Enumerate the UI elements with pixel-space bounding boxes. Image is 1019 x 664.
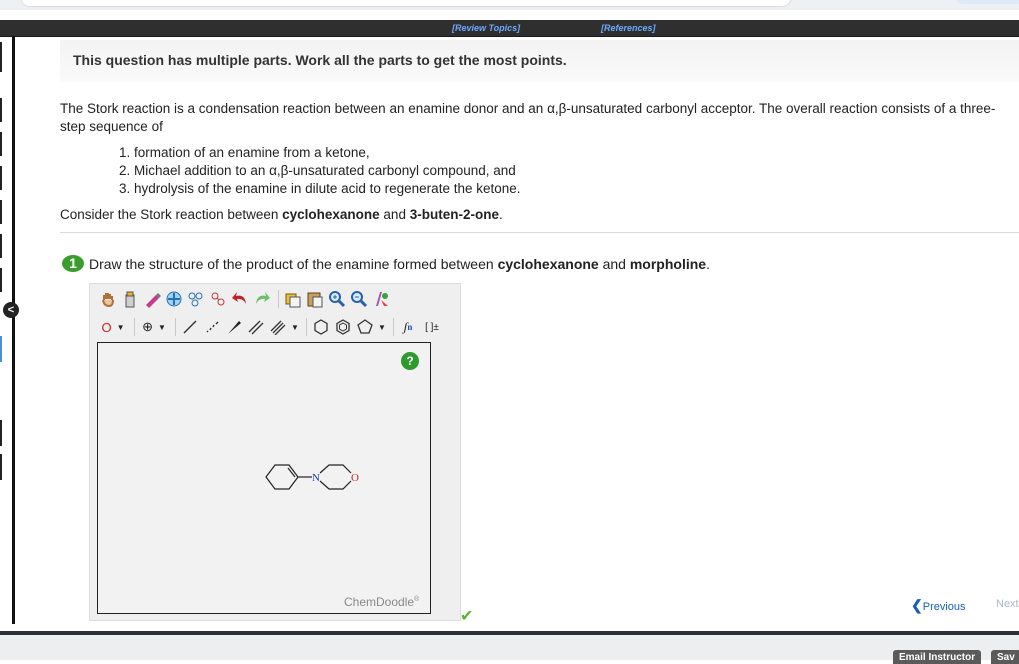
toolbar-separator [134, 318, 135, 336]
toolbar-separator [175, 318, 176, 336]
question-prefix: Draw the structure of the product of the enamine formed between [89, 256, 498, 272]
email-instructor-button[interactable]: Email Instructor [893, 650, 981, 664]
question-compound-1: cyclohexanone [497, 256, 599, 272]
undo-icon[interactable] [230, 289, 250, 309]
element-selector[interactable] [98, 317, 128, 337]
eraser-icon[interactable] [120, 289, 140, 309]
question-compound-2: morpholine [629, 256, 707, 272]
rail-tick [0, 454, 2, 480]
toolbar-separator [278, 290, 279, 308]
question-number-badge: 1 [62, 255, 84, 272]
rail-tick [0, 234, 2, 258]
rail-tick [0, 132, 2, 156]
cyclohexene-ring [266, 465, 298, 489]
rail-tick [0, 166, 2, 190]
reactant-1: cyclohexanone [282, 207, 380, 222]
hexagon-ring-icon[interactable] [311, 317, 331, 337]
save-button[interactable]: Sav [991, 650, 1019, 664]
hashed-bond-icon[interactable] [202, 317, 222, 337]
rail-tick [0, 420, 2, 446]
previous-label: Previous [922, 601, 966, 613]
toolbar-separator [393, 318, 394, 336]
redo-icon[interactable] [252, 289, 272, 309]
zoom-in-icon[interactable] [327, 289, 347, 309]
question-suffix: . [706, 256, 710, 272]
multipart-notice [60, 40, 1019, 82]
question-prompt [89, 256, 710, 272]
step-item: 1. formation of an enamine from a ketone, [119, 145, 370, 160]
footer [0, 635, 1019, 663]
oxygen-label: O [351, 472, 359, 484]
chain-template-icon[interactable]: ʃ n [403, 319, 413, 334]
editor-toolbar-bottom [98, 316, 446, 338]
chain-template-label: n [407, 322, 413, 332]
chevron-down-icon[interactable]: ▼ [291, 322, 299, 332]
double-bond-icon[interactable] [246, 317, 266, 337]
chemdoodle-logo-mark: ® [414, 596, 420, 603]
rail-line [12, 36, 15, 624]
morpholine-bond-top [320, 465, 351, 473]
rail-tick [0, 98, 2, 122]
left-rail [0, 36, 14, 624]
pencil-icon[interactable] [142, 289, 162, 309]
consider-sentence [60, 206, 503, 224]
multipart-notice-text: This question has multiple parts. Work all the parts to get the most points. [73, 52, 567, 68]
top-tab-blue [955, 0, 1019, 4]
wedge-bond-icon[interactable] [224, 317, 244, 337]
chemdoodle-logo [344, 595, 419, 609]
consider-suffix: . [498, 207, 503, 222]
enamine-structure [258, 453, 368, 503]
previous-button[interactable] [911, 597, 966, 614]
references-link[interactable]: [References] [601, 23, 656, 33]
top-tab-outline [20, 0, 792, 7]
benzene-ring-icon[interactable] [333, 317, 353, 337]
intro-paragraph: The Stork reaction is a condensation reaction between an enamine donor and an α,β-unsaturated carbonyl acceptor. The overall reaction consists of a three-step sequence of [60, 101, 996, 134]
triple-bond-icon[interactable] [268, 317, 288, 337]
toolbar-separator [306, 318, 307, 336]
rail-tick [0, 42, 2, 72]
drawing-canvas[interactable] [97, 342, 431, 614]
steps-list [119, 144, 521, 198]
nitrogen-label: N [312, 472, 320, 484]
divider [60, 232, 1019, 233]
chemdoodle-editor [89, 283, 461, 621]
paste-icon[interactable] [305, 289, 325, 309]
rail-tick [0, 268, 2, 292]
charge-selector-label: ⊕ [142, 319, 153, 334]
cyclopentane-ring-icon[interactable] [355, 317, 375, 337]
chevron-left-icon: < [3, 302, 19, 318]
question-middle: and [598, 256, 630, 272]
zoom-out-icon[interactable] [349, 289, 369, 309]
atom-map-icon[interactable] [186, 289, 206, 309]
copy-icon[interactable] [283, 289, 303, 309]
morpholine-bond-bottom [320, 481, 351, 489]
rail-tick-active [0, 336, 2, 362]
hand-icon[interactable] [98, 289, 118, 309]
consider-prefix: Consider the Stork reaction between [60, 207, 283, 222]
chevron-left-icon: ❮ [911, 597, 923, 613]
reactant-2: 3-buten-2-one [409, 207, 499, 222]
chevron-down-icon: ▼ [116, 322, 125, 332]
next-button[interactable]: Next [996, 598, 1019, 610]
step-item: 3. hydrolysis of the enamine in dilute acid to regenerate the ketone. [119, 181, 521, 196]
checkmark-icon: ✔ [460, 608, 474, 625]
lasso-icon[interactable] [208, 289, 228, 309]
back-button[interactable] [3, 302, 19, 318]
help-button[interactable]: ? [401, 352, 419, 370]
editor-toolbar-top [98, 288, 393, 310]
bracket-icon[interactable]: [ ]± [425, 321, 439, 333]
step-item: 2. Michael addition to an α,β-unsaturated carbonyl compound, and [119, 163, 516, 178]
charge-selector[interactable] [139, 317, 169, 337]
chevron-down-icon[interactable]: ▼ [378, 322, 386, 332]
clean-icon[interactable] [371, 289, 391, 309]
element-selector-label: O [101, 319, 112, 335]
rail-tick [0, 200, 2, 224]
review-topics-link[interactable]: [Review Topics] [452, 23, 521, 33]
chemdoodle-logo-text: ChemDoodle [344, 595, 415, 609]
consider-middle: and [379, 207, 410, 222]
chevron-down-icon: ▼ [157, 322, 166, 332]
single-bond-icon[interactable] [180, 317, 200, 337]
ring-template-icon[interactable] [164, 289, 184, 309]
question-header-bar [0, 20, 1019, 37]
browser-top-strip [0, 0, 1019, 10]
